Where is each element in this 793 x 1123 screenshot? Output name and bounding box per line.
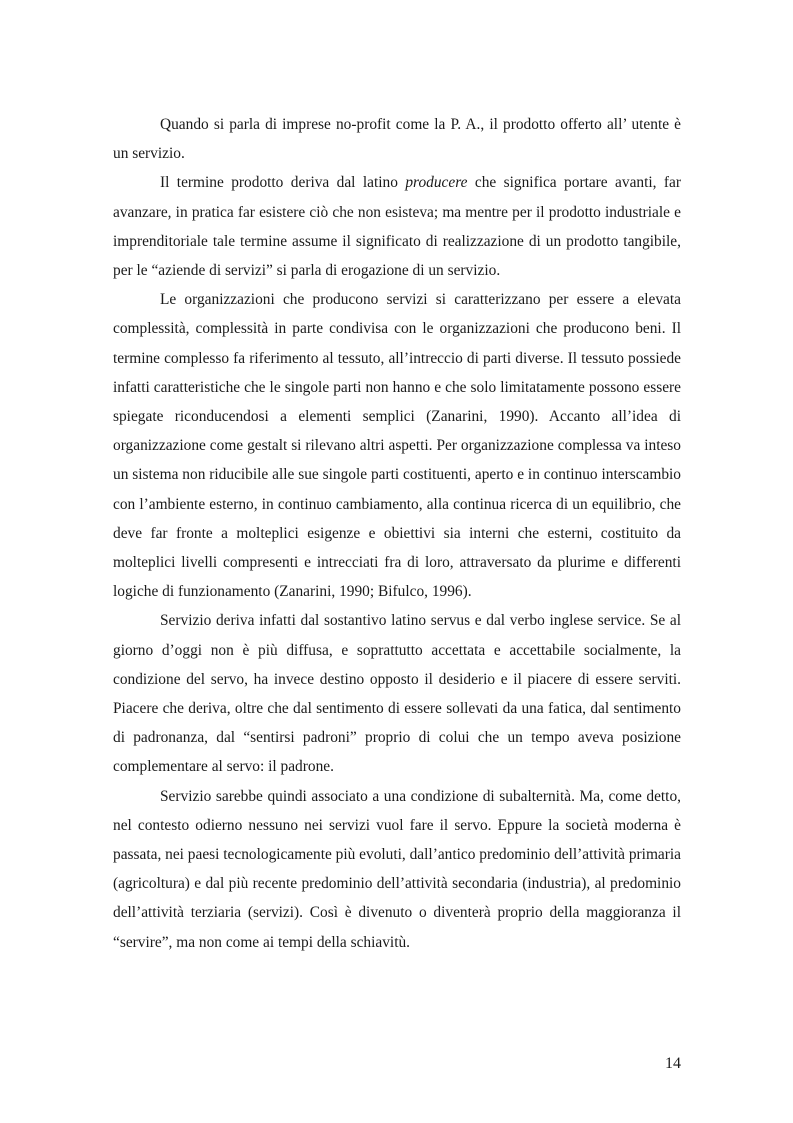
- paragraph-4: [113, 606, 681, 781]
- paragraph-2-text-a: Il termine prodotto deriva dal latino: [160, 174, 406, 192]
- paragraph-5-text: Servizio sarebbe quindi associato a una condizione di subalternità. Ma, come detto, nel contesto odierno nessuno nei servizi vuol fare il servo. Eppure la società moderna è passata, nei paesi tecnologicamente più evoluti, dall’antico predominio dell’attività primaria (agricoltura) e dal più recente predominio dell’attività secondaria (industria), al predominio dell’attività terziaria (servizi). Così è divenuto o diventerà proprio della maggioranza il “servire”, ma non come ai tempi della schiavitù.: [113, 787, 681, 951]
- paragraph-3: [113, 285, 681, 606]
- paragraph-3-text: Le organizzazioni che producono servizi si caratterizzano per essere a elevata complessità, complessità in parte condivisa con le organizzazioni che producono beni. Il termine complesso fa riferimento al tessuto, all’intreccio di parti diverse. Il tessuto possiede infatti caratteristiche che le singole parti non hanno e che solo limitatamente possono essere spiegate riconducendosi a elementi semplici (Zanarini, 1990). Accanto all’idea di organizzazione come gestalt si rilevano altri aspetti. Per organizzazione complessa va inteso un sistema non riducibile alle sue singole parti costituenti, aperto e in continuo interscambio con l’ambiente esterno, in continuo cambiamento, alla continua ricerca di un equilibrio, che deve far fronte a molteplici esigenze e obiettivi sia interni che esterni, costituito da molteplici livelli compresenti e intrecciati fra di loro, attraversato da plurime e differenti logiche di funzionamento (Zanarini, 1990; Bifulco, 1996).: [113, 291, 681, 601]
- paragraph-1: [113, 110, 681, 168]
- paragraph-4-text: Servizio deriva infatti dal sostantivo latino servus e dal verbo inglese service. Se al giorno d’oggi non è più diffusa, e soprattutto accettata e accettabile socialmente, la condizione del servo, ha invece destino opposto il desiderio e il piacere di essere serviti. Piacere che deriva, oltre che dal sentimento di essere sollevati da una fatica, dal sentimento di padronanza, dal “sentirsi padroni” proprio di colui che un tempo aveva posizione complementare al servo: il padrone.: [113, 612, 681, 776]
- paragraph-1-text: Quando si parla di imprese no-profit come la P. A., il prodotto offerto all’ utente è un servizio.: [113, 116, 681, 163]
- page-number: 14: [665, 1055, 681, 1072]
- page-body: [113, 110, 681, 957]
- paragraph-2: [113, 168, 681, 285]
- paragraph-2-italic-term: producere: [405, 174, 468, 192]
- paragraph-5: [113, 782, 681, 957]
- paragraph-2-text-b: che significa portare avanti, far avanzare, in pratica far esistere ciò che non esisteva; ma mentre per il prodotto industriale e imprenditoriale tale termine assume il significato di realizzazione di un prodotto tangibile, per le “aziende di servizi” si parla di erogazione di un servizio.: [113, 174, 681, 280]
